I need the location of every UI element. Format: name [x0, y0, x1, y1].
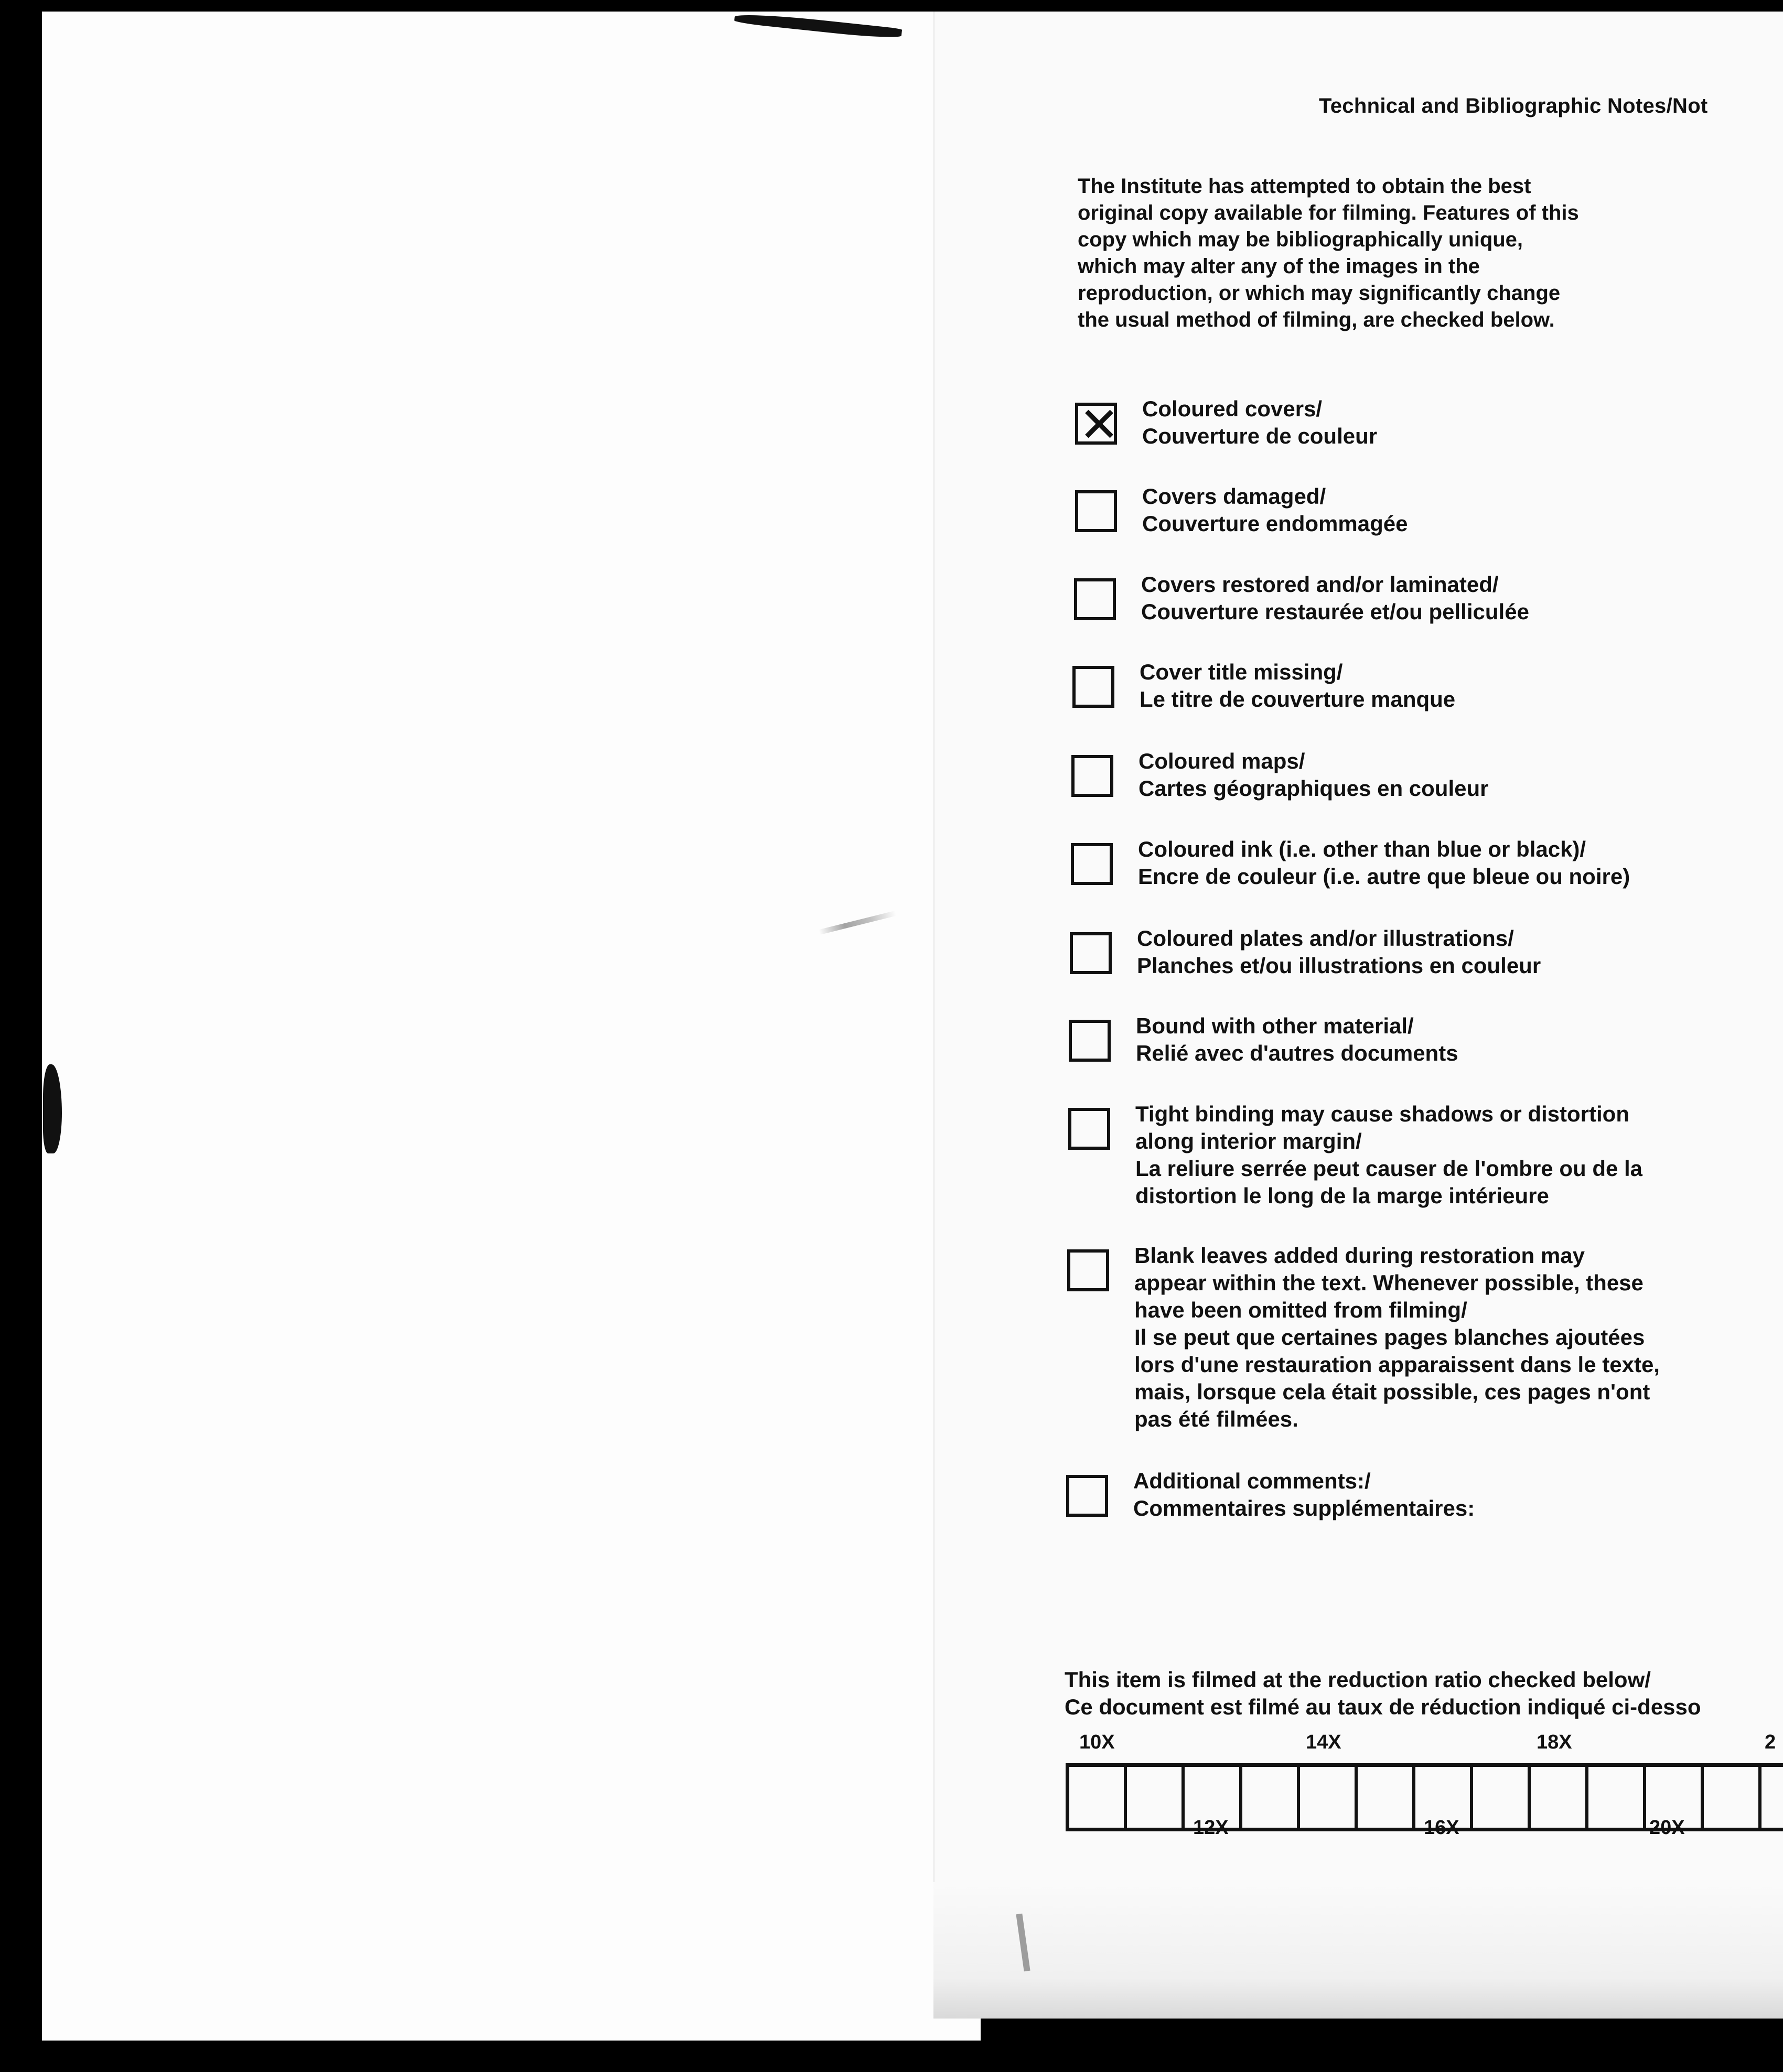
item-label — [1134, 1242, 1660, 1433]
item-label-line: distortion le long de la marge intérieure — [1135, 1183, 1549, 1208]
item-label — [1138, 748, 1489, 802]
intro-line: copy which may be bibliographically unique, — [1078, 228, 1523, 251]
item-label — [1136, 1012, 1458, 1067]
item-label-line: La reliure serrée peut causer de l'ombre ou de la — [1135, 1156, 1643, 1181]
ratio-box[interactable] — [1242, 1767, 1300, 1828]
ratio-label-12x: 12X — [1193, 1817, 1229, 1839]
ratio-line-en: This item is filmed at the reduction ratio checked below/ — [1065, 1667, 1651, 1692]
item-label-en: Additional comments:/ — [1133, 1469, 1371, 1493]
item-label — [1137, 925, 1541, 979]
item-label-en: Bound with other material/ — [1136, 1013, 1414, 1038]
intro-line: The Institute has attempted to obtain the best — [1078, 175, 1531, 198]
intro-line: reproduction, or which may significantly change — [1078, 282, 1561, 305]
item-label-en: Coloured covers/ — [1142, 396, 1323, 421]
checkbox-coloured-plates[interactable] — [1070, 932, 1112, 974]
ratio-label-10x: 10X — [1079, 1731, 1115, 1753]
ratio-label-16x: 16X — [1424, 1817, 1459, 1839]
item-label-fr: Cartes géographiques en couleur — [1138, 776, 1489, 801]
ratio-box[interactable] — [1300, 1767, 1358, 1828]
ratio-box[interactable] — [1531, 1767, 1588, 1828]
item-label-line: Tight binding may cause shadows or distortion — [1135, 1102, 1629, 1126]
item-label — [1141, 571, 1529, 625]
item-label-fr: Couverture de couleur — [1142, 424, 1378, 448]
intro-line: the usual method of filming, are checked below. — [1078, 308, 1555, 331]
item-label-line: Blank leaves added during restoration may — [1134, 1243, 1585, 1268]
item-label-line: have been omitted from filming/ — [1134, 1298, 1467, 1322]
ratio-label-22x: 2 — [1765, 1731, 1776, 1753]
item-label-line: Il se peut que certaines pages blanches ajoutées — [1134, 1325, 1645, 1350]
checkbox-bound-with-other[interactable] — [1069, 1020, 1111, 1062]
item-label-line: appear within the text. Whenever possible, these — [1134, 1270, 1644, 1295]
checkbox-covers-restored[interactable] — [1074, 578, 1116, 620]
item-label-en: Coloured maps/ — [1138, 749, 1305, 773]
intro-line: original copy available for filming. Features of this — [1078, 201, 1579, 224]
ratio-box[interactable] — [1069, 1767, 1127, 1828]
reduction-ratio-text — [1065, 1666, 1701, 1721]
item-label-en: Covers restored and/or laminated/ — [1141, 572, 1499, 597]
page-heading: Technical and Bibliographic Notes/Not — [1319, 94, 1708, 117]
item-label-fr: Relié avec d'autres documents — [1136, 1041, 1458, 1065]
ratio-box[interactable] — [1127, 1767, 1185, 1828]
item-label — [1135, 1100, 1642, 1210]
item-label-line: pas été filmées. — [1134, 1407, 1298, 1431]
checkbox-coloured-ink[interactable] — [1071, 843, 1113, 885]
ratio-box[interactable] — [1761, 1767, 1783, 1828]
ratio-label-20x: 20X — [1649, 1817, 1685, 1839]
checkbox-cover-title-missing[interactable] — [1072, 666, 1114, 708]
checkbox-covers-damaged[interactable] — [1075, 490, 1117, 532]
item-label — [1142, 483, 1408, 537]
item-label-en: Coloured ink (i.e. other than blue or black)/ — [1138, 837, 1586, 861]
item-label-line: lors d'une restauration apparaissent dans le texte, — [1134, 1352, 1660, 1377]
item-label-en: Coloured plates and/or illustrations/ — [1137, 926, 1514, 951]
checkbox-tight-binding[interactable] — [1068, 1108, 1110, 1150]
item-label-fr: Le titre de couverture manque — [1140, 687, 1456, 711]
ratio-box[interactable] — [1473, 1767, 1531, 1828]
item-label-fr: Couverture endommagée — [1142, 511, 1408, 536]
ratio-label-14x: 14X — [1306, 1731, 1341, 1753]
item-label-fr: Planches et/ou illustrations en couleur — [1137, 953, 1541, 978]
item-label — [1140, 659, 1455, 713]
ratio-line-fr: Ce document est filmé au taux de réduction indiqué ci-desso — [1065, 1695, 1701, 1719]
checkbox-blank-leaves[interactable] — [1067, 1249, 1109, 1291]
item-label — [1138, 836, 1630, 890]
item-label-fr: Couverture restaurée et/ou pelliculée — [1141, 599, 1529, 624]
page-bottom-edge — [933, 1882, 1783, 2019]
ratio-box[interactable] — [1704, 1767, 1761, 1828]
intro-line: which may alter any of the images in the — [1078, 255, 1480, 278]
ratio-label-18x: 18X — [1537, 1731, 1572, 1753]
item-label-en: Cover title missing/ — [1140, 660, 1343, 684]
item-label-fr: Encre de couleur (i.e. autre que bleue ou noire) — [1138, 864, 1630, 889]
item-label-line: mais, lorsque cela était possible, ces pages n'ont — [1134, 1379, 1650, 1404]
check-x-mark: ✕ — [1079, 397, 1120, 453]
checkbox-additional-comments[interactable] — [1066, 1475, 1108, 1517]
item-label — [1142, 395, 1377, 450]
item-label — [1133, 1467, 1475, 1522]
item-label-line: along interior margin/ — [1135, 1129, 1362, 1153]
checkbox-coloured-maps[interactable] — [1071, 755, 1113, 797]
checkbox-coloured-covers[interactable] — [1075, 397, 1120, 453]
ratio-box[interactable] — [1588, 1767, 1646, 1828]
item-label-en: Covers damaged/ — [1142, 484, 1326, 509]
item-label-fr: Commentaires supplémentaires: — [1133, 1496, 1475, 1520]
intro-paragraph — [1078, 173, 1759, 333]
ratio-box[interactable] — [1358, 1767, 1415, 1828]
left-page — [42, 12, 981, 2041]
